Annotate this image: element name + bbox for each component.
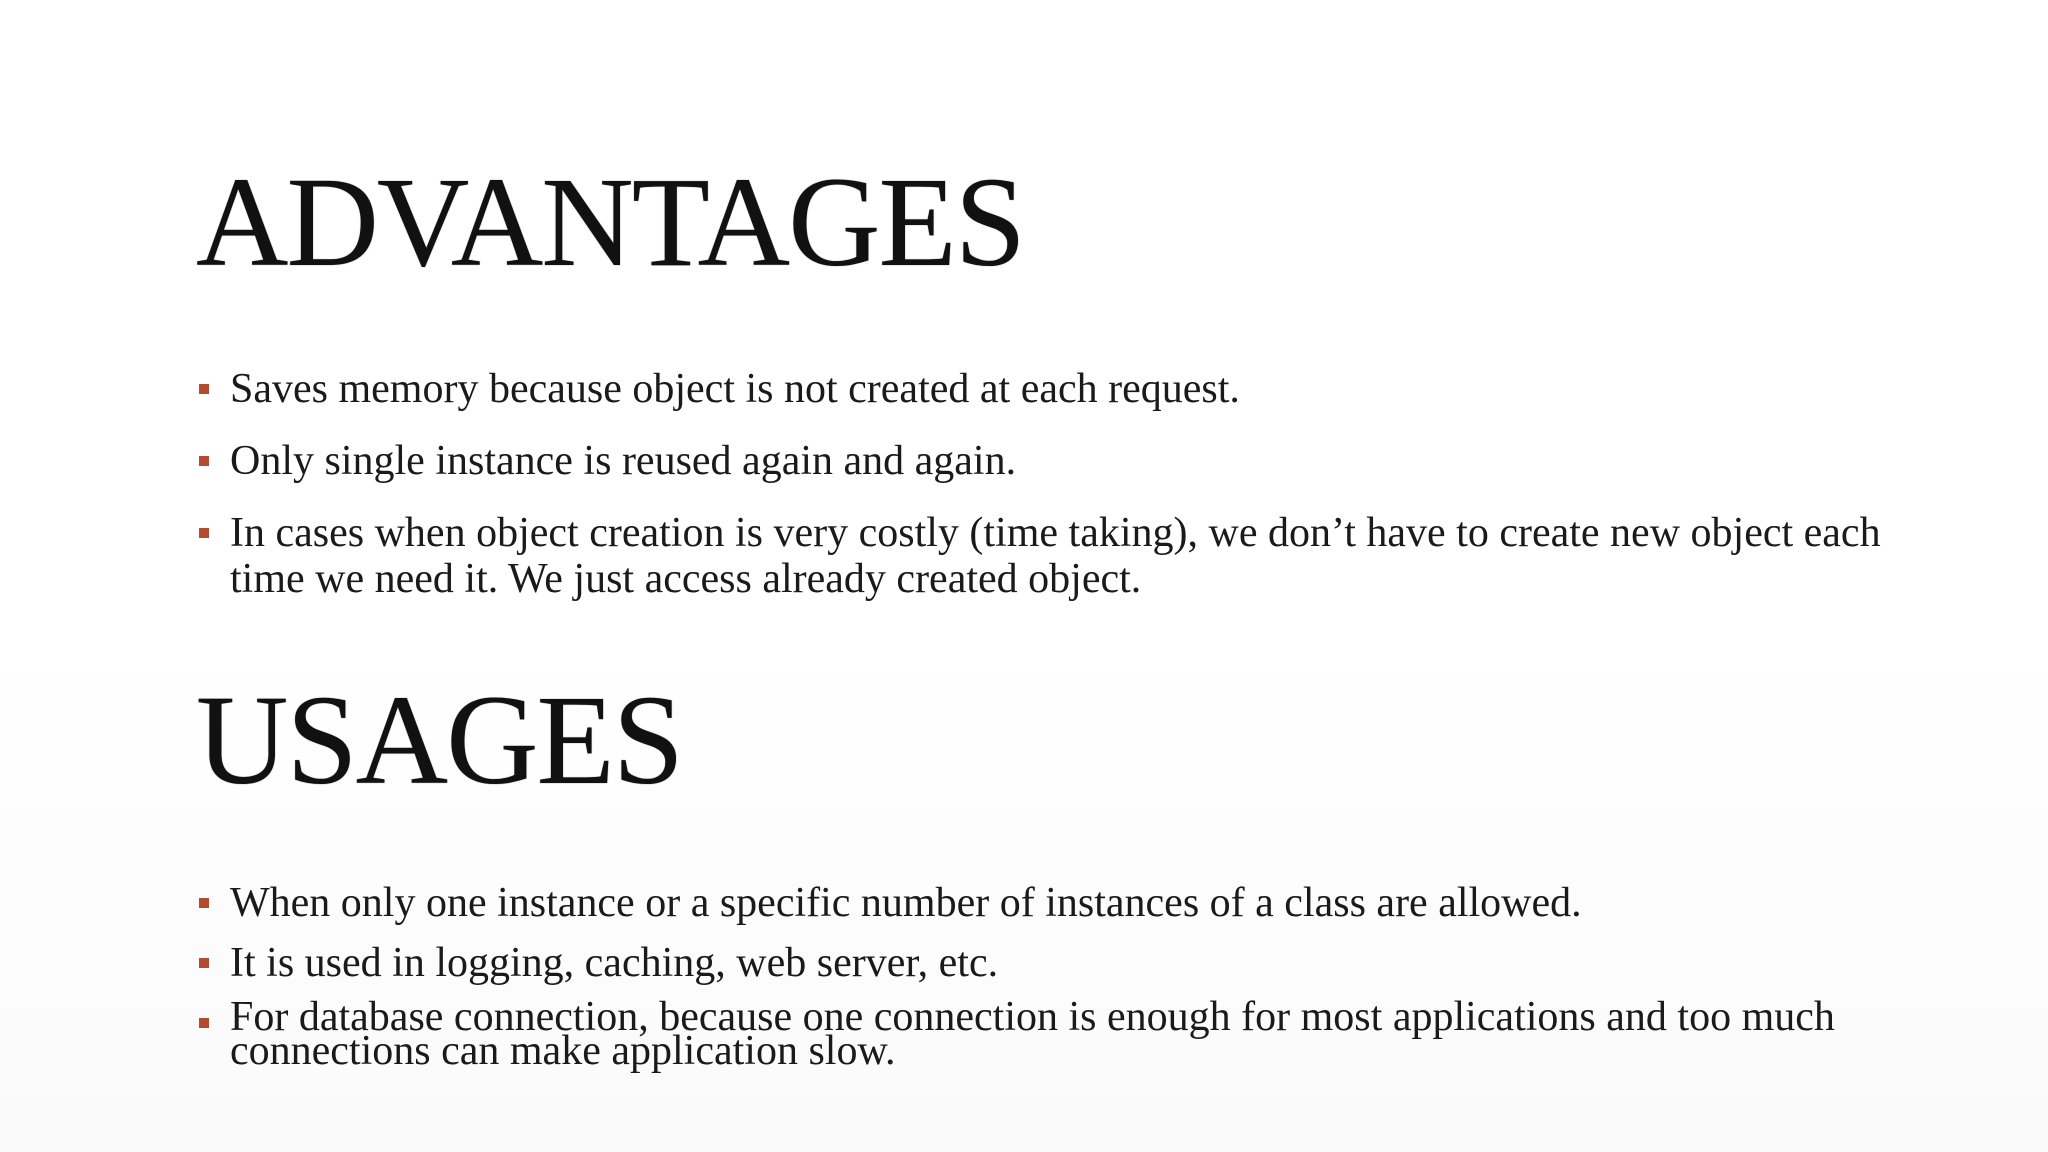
- square-bullet-icon: [199, 456, 209, 466]
- advantages-item: [196, 510, 1896, 602]
- advantages-item-text: In cases when object creation is very costly (time taking), we don’t have to create new object each time we need it. We just access already created object.: [230, 510, 1881, 602]
- square-bullet-icon: [199, 528, 209, 538]
- advantages-item-text: Saves memory because object is not created at each request.: [230, 366, 1240, 412]
- usages-item: [196, 880, 1896, 926]
- square-bullet-icon: [199, 384, 209, 394]
- advantages-item-text: Only single instance is reused again and again.: [230, 438, 1017, 484]
- usages-list: [196, 880, 1896, 1082]
- usages-heading: USAGES: [196, 669, 682, 811]
- usages-item-text: When only one instance or a specific number of instances of a class are allowed.: [230, 880, 1582, 926]
- usages-section: [196, 669, 1896, 1074]
- advantages-heading: ADVANTAGES: [196, 151, 1024, 293]
- advantages-list: [196, 366, 1896, 628]
- square-bullet-icon: [199, 898, 209, 908]
- square-bullet-icon: [199, 958, 209, 968]
- usages-item-text: It is used in logging, caching, web server, etc.: [230, 940, 999, 986]
- usages-item-text: For database connection, because one connection is enough for most applications and too much connections can make application slow.: [230, 994, 1835, 1074]
- advantages-item: [196, 366, 1896, 412]
- advantages-section: [196, 151, 1896, 602]
- advantages-item: [196, 438, 1896, 484]
- usages-item: [196, 940, 1896, 986]
- usages-item: [196, 994, 1896, 1074]
- square-bullet-icon: [199, 1018, 209, 1028]
